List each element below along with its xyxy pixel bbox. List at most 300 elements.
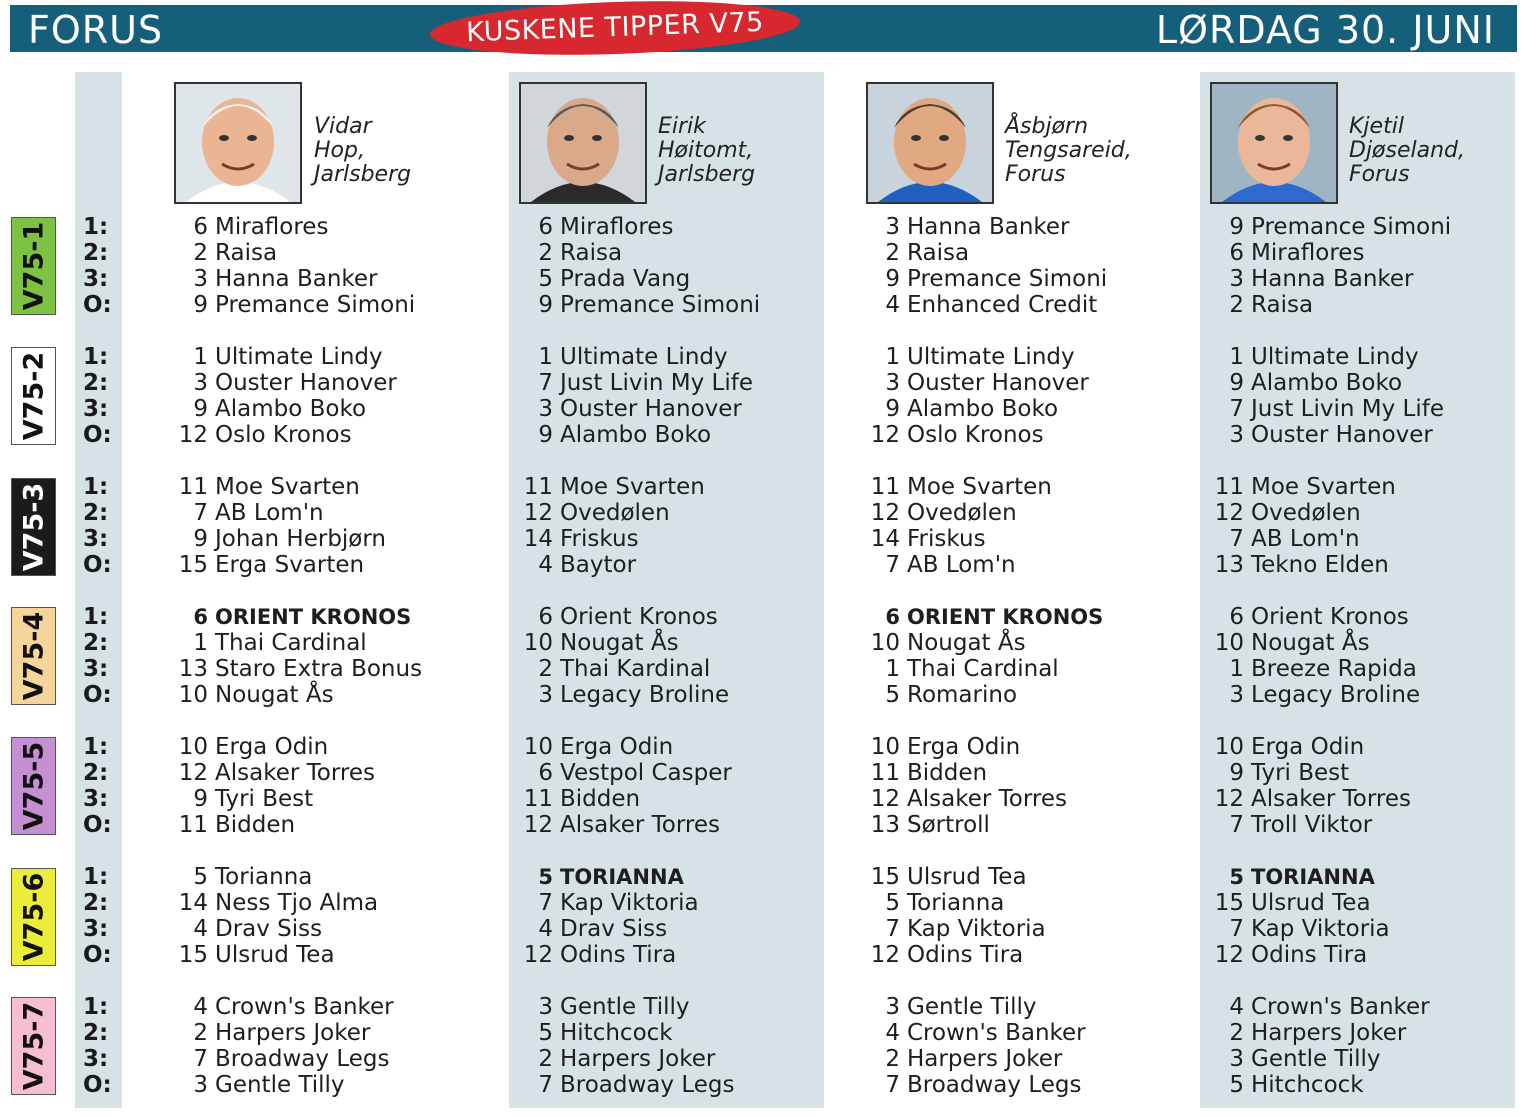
- start-number: 15: [178, 552, 208, 578]
- position-label: 3:: [83, 526, 109, 552]
- horse-name: Alambo Boko: [907, 396, 1059, 422]
- position-label: 1:: [83, 214, 109, 240]
- position-label: 3:: [83, 916, 109, 942]
- horse-name: Ultimate Lindy: [215, 344, 383, 370]
- horse-name: Thai Cardinal: [215, 630, 367, 656]
- pick-entry: [866, 656, 1059, 682]
- start-number: 1: [193, 344, 208, 370]
- position-label: 1:: [83, 994, 109, 1020]
- start-number: 13: [870, 812, 900, 838]
- horse-name: Ulsrud Tea: [907, 864, 1027, 890]
- start-number: 9: [193, 292, 208, 318]
- driver-photo-4: [1210, 82, 1338, 204]
- horse-name: Miraflores: [560, 214, 674, 240]
- pick-entry: [174, 474, 360, 500]
- horse-name: Crown's Banker: [907, 1020, 1086, 1046]
- horse-name: Torianna: [215, 864, 313, 890]
- start-number: 15: [1214, 890, 1244, 916]
- horse-name: Nougat Ås: [560, 630, 679, 656]
- start-number: 7: [885, 1072, 900, 1098]
- position-label: 2:: [83, 500, 109, 526]
- pick-entry: [519, 630, 679, 656]
- start-number: 3: [885, 370, 900, 396]
- start-number: 2: [885, 1046, 900, 1072]
- horse-name: Moe Svarten: [560, 474, 705, 500]
- horse-name: Nougat Ås: [215, 682, 334, 708]
- horse-name: Bidden: [560, 786, 641, 812]
- start-number: 9: [885, 396, 900, 422]
- pick-entry: [866, 474, 1052, 500]
- pick-entry: [1210, 240, 1364, 266]
- pick-entry: [519, 500, 670, 526]
- pick-entry: [1210, 734, 1364, 760]
- horse-name: Ulsrud Tea: [215, 942, 335, 968]
- position-label: 1:: [83, 734, 109, 760]
- pick-entry: [866, 942, 1023, 968]
- pick-entry: [174, 526, 386, 552]
- pick-entry: [519, 760, 732, 786]
- race-tag-label: V75-7: [18, 1001, 49, 1091]
- start-number: 2: [538, 656, 553, 682]
- start-number: 3: [193, 370, 208, 396]
- horse-name: Alsaker Torres: [560, 812, 720, 838]
- horse-name: Friskus: [907, 526, 986, 552]
- pick-entry: [1210, 552, 1389, 578]
- horse-name: Hitchcock: [1251, 1072, 1364, 1098]
- horse-name: Alambo Boko: [560, 422, 712, 448]
- horse-name: Alsaker Torres: [215, 760, 375, 786]
- start-number: 10: [870, 734, 900, 760]
- horse-name: AB Lom'n: [1251, 526, 1360, 552]
- horse-name: Erga Odin: [1251, 734, 1365, 760]
- start-number: 7: [538, 890, 553, 916]
- horse-name: Tyri Best: [215, 786, 314, 812]
- start-number: 2: [885, 240, 900, 266]
- race-tag-label: V75-3: [18, 482, 49, 572]
- horse-name: Miraflores: [1251, 240, 1365, 266]
- horse-name: Ouster Hanover: [560, 396, 742, 422]
- pick-entry: [174, 786, 313, 812]
- horse-name: Nougat Ås: [907, 630, 1026, 656]
- pick-entry: [866, 994, 1037, 1020]
- horse-name: Gentle Tilly: [1251, 1046, 1381, 1072]
- horse-name: Erga Odin: [215, 734, 329, 760]
- horse-name: AB Lom'n: [215, 500, 324, 526]
- horse-name: Orient Kronos: [1251, 604, 1409, 630]
- start-number: 10: [523, 734, 553, 760]
- pick-entry: [1210, 864, 1375, 890]
- start-number: 1: [1229, 656, 1244, 682]
- pick-entry: [174, 1020, 370, 1046]
- start-number: 2: [1229, 1020, 1244, 1046]
- start-number: 4: [885, 292, 900, 318]
- horse-name: Premance Simoni: [560, 292, 761, 318]
- start-number: 15: [178, 942, 208, 968]
- pick-entry: [174, 864, 312, 890]
- start-number: 11: [1214, 474, 1244, 500]
- position-label: 3:: [83, 786, 109, 812]
- start-number: 5: [538, 865, 553, 889]
- pick-entry: [866, 526, 986, 552]
- pick-entry: [519, 526, 639, 552]
- start-number: 12: [870, 500, 900, 526]
- start-number: 7: [885, 916, 900, 942]
- horse-name: Thai Cardinal: [907, 656, 1059, 682]
- horse-name: Broadway Legs: [560, 1072, 735, 1098]
- position-label: 3:: [83, 396, 109, 422]
- start-number: 12: [178, 760, 208, 786]
- start-number: 7: [193, 1046, 208, 1072]
- horse-name: Legacy Broline: [560, 682, 730, 708]
- pick-entry: [519, 370, 753, 396]
- position-label: O:: [83, 552, 112, 578]
- start-number: 1: [193, 630, 208, 656]
- horse-name: Oslo Kronos: [907, 422, 1044, 448]
- pick-entry: [866, 292, 1097, 318]
- horse-name: Bidden: [215, 812, 296, 838]
- start-number: 11: [523, 474, 553, 500]
- start-number: 5: [193, 864, 208, 890]
- start-number: 4: [538, 552, 553, 578]
- start-number: 13: [1214, 552, 1244, 578]
- race-tag-3: [11, 478, 56, 576]
- pick-entry: [174, 604, 411, 630]
- start-number: 6: [885, 605, 900, 629]
- horse-name: Kap Viktoria: [1251, 916, 1390, 942]
- pick-entry: [1210, 292, 1313, 318]
- pick-entry: [519, 422, 711, 448]
- date-title: LØRDAG 30. JUNI: [1155, 8, 1495, 52]
- start-number: 6: [1229, 604, 1244, 630]
- race-tag-7: [11, 997, 56, 1095]
- position-label: 2:: [83, 370, 109, 396]
- start-number: 12: [1214, 942, 1244, 968]
- pick-entry: [866, 734, 1020, 760]
- pick-entry: [1210, 526, 1360, 552]
- pick-entry: [1210, 760, 1349, 786]
- race-tag-6: [11, 868, 56, 966]
- start-number: 9: [1229, 760, 1244, 786]
- pick-entry: [866, 916, 1046, 942]
- pick-entry: [1210, 396, 1444, 422]
- position-label: 2:: [83, 890, 109, 916]
- horse-name: Staro Extra Bonus: [215, 656, 423, 682]
- start-number: 11: [870, 474, 900, 500]
- start-number: 3: [193, 266, 208, 292]
- horse-name: Just Livin My Life: [560, 370, 753, 396]
- start-number: 2: [193, 1020, 208, 1046]
- start-number: 4: [885, 1020, 900, 1046]
- start-number: 4: [193, 916, 208, 942]
- pick-entry: [174, 682, 334, 708]
- start-number: 9: [538, 292, 553, 318]
- pick-entry: [519, 266, 690, 292]
- pick-entry: [519, 734, 673, 760]
- start-number: 11: [870, 760, 900, 786]
- start-number: 9: [193, 396, 208, 422]
- pick-entry: [1210, 500, 1361, 526]
- pick-entry: [519, 1020, 673, 1046]
- pick-entry: [519, 604, 718, 630]
- pick-entry: [1210, 214, 1451, 240]
- horse-name: Hanna Banker: [1251, 266, 1414, 292]
- horse-name: Raisa: [560, 240, 623, 266]
- horse-name: Premance Simoni: [1251, 214, 1452, 240]
- start-number: 3: [538, 396, 553, 422]
- horse-name: Moe Svarten: [215, 474, 360, 500]
- horse-name: Sørtroll: [907, 812, 990, 838]
- horse-name: Ultimate Lindy: [560, 344, 728, 370]
- pick-entry: [174, 396, 366, 422]
- start-number: 12: [1214, 500, 1244, 526]
- start-number: 6: [538, 760, 553, 786]
- horse-name: Drav Siss: [215, 916, 323, 942]
- race-tag-4: [11, 607, 56, 705]
- start-number: 5: [1229, 1072, 1244, 1098]
- start-number: 10: [1214, 630, 1244, 656]
- pick-entry: [1210, 266, 1414, 292]
- horse-name: Gentle Tilly: [560, 994, 690, 1020]
- horse-name: Erga Svarten: [215, 552, 365, 578]
- pick-entry: [1210, 786, 1411, 812]
- start-number: 11: [523, 786, 553, 812]
- start-number: 10: [870, 630, 900, 656]
- start-number: 12: [523, 500, 553, 526]
- pick-entry: [866, 1072, 1081, 1098]
- driver-name-3: Åsbjørn Tengsareid, Forus: [1005, 114, 1132, 187]
- pick-entry: [174, 812, 295, 838]
- start-number: 7: [1229, 396, 1244, 422]
- pick-entry: [1210, 656, 1417, 682]
- pick-entry: [866, 214, 1070, 240]
- pick-entry: [519, 214, 673, 240]
- horse-name: Ouster Hanover: [215, 370, 397, 396]
- pick-entry: [1210, 474, 1396, 500]
- pick-entry: [866, 890, 1004, 916]
- horse-name: Prada Vang: [560, 266, 691, 292]
- position-label: 3:: [83, 266, 109, 292]
- horse-name: Tekno Elden: [1251, 552, 1389, 578]
- horse-name: Harpers Joker: [560, 1046, 716, 1072]
- pick-entry: [519, 474, 705, 500]
- position-label: 1:: [83, 864, 109, 890]
- pick-entry: [866, 344, 1075, 370]
- start-number: 12: [870, 786, 900, 812]
- pick-entry: [519, 552, 636, 578]
- horse-name: Ovedølen: [560, 500, 670, 526]
- pick-entry: [1210, 916, 1390, 942]
- start-number: 3: [885, 214, 900, 240]
- pick-entry: [174, 916, 322, 942]
- start-number: 12: [523, 812, 553, 838]
- position-label: O:: [83, 812, 112, 838]
- position-label: O:: [83, 1072, 112, 1098]
- position-label: 1:: [83, 604, 109, 630]
- start-number: 14: [870, 526, 900, 552]
- race-tag-label: V75-4: [18, 611, 49, 701]
- start-number: 7: [538, 370, 553, 396]
- start-number: 9: [1229, 214, 1244, 240]
- start-number: 10: [178, 682, 208, 708]
- start-number: 7: [1229, 526, 1244, 552]
- start-number: 3: [1229, 1046, 1244, 1072]
- pick-entry: [866, 812, 990, 838]
- pick-entry: [866, 500, 1017, 526]
- start-number: 7: [538, 1072, 553, 1098]
- pick-entry: [174, 266, 378, 292]
- horse-name: Moe Svarten: [907, 474, 1052, 500]
- horse-name: Ultimate Lindy: [1251, 344, 1419, 370]
- start-number: 12: [870, 942, 900, 968]
- pick-entry: [1210, 812, 1372, 838]
- horse-name: Troll Viktor: [1251, 812, 1373, 838]
- horse-name: Baytor: [560, 552, 637, 578]
- pick-entry: [1210, 1072, 1364, 1098]
- start-number: 7: [1229, 916, 1244, 942]
- horse-name: Gentle Tilly: [907, 994, 1037, 1020]
- position-label: O:: [83, 682, 112, 708]
- pick-entry: [519, 890, 699, 916]
- pick-entry: [1210, 630, 1370, 656]
- horse-name: Raisa: [907, 240, 970, 266]
- pick-entry: [866, 1046, 1062, 1072]
- pick-entry: [1210, 604, 1409, 630]
- horse-name: Ovedølen: [907, 500, 1017, 526]
- start-number: 2: [193, 240, 208, 266]
- position-label: O:: [83, 292, 112, 318]
- driver-photo-2: [519, 82, 647, 204]
- pick-entry: [866, 266, 1107, 292]
- start-number: 7: [885, 552, 900, 578]
- start-number: 1: [885, 344, 900, 370]
- oval-title: KUSKENE TIPPER V75: [465, 6, 765, 49]
- start-number: 6: [193, 605, 208, 629]
- position-label: 2:: [83, 1020, 109, 1046]
- pick-entry: [519, 1046, 715, 1072]
- pick-entry: [866, 1020, 1086, 1046]
- venue-title: FORUS: [28, 8, 164, 52]
- start-number: 12: [178, 422, 208, 448]
- horse-name: Alambo Boko: [215, 396, 367, 422]
- pick-entry: [174, 292, 415, 318]
- pick-entry: [866, 760, 987, 786]
- start-number: 2: [538, 1046, 553, 1072]
- pick-entry: [1210, 344, 1419, 370]
- pick-entry: [519, 396, 742, 422]
- start-number: 4: [193, 994, 208, 1020]
- horse-name: TORIANNA: [560, 865, 684, 889]
- start-number: 3: [538, 682, 553, 708]
- pick-entry: [866, 240, 969, 266]
- pick-entry: [519, 864, 684, 890]
- position-label: 3:: [83, 656, 109, 682]
- pick-entry: [174, 344, 383, 370]
- start-number: 4: [538, 916, 553, 942]
- start-number: 5: [885, 890, 900, 916]
- pick-entry: [174, 500, 324, 526]
- horse-name: Premance Simoni: [907, 266, 1108, 292]
- pick-entry: [174, 370, 397, 396]
- horse-name: Ovedølen: [1251, 500, 1361, 526]
- start-number: 9: [193, 786, 208, 812]
- pick-entry: [519, 682, 729, 708]
- horse-name: Crown's Banker: [215, 994, 394, 1020]
- pick-entry: [1210, 422, 1433, 448]
- pick-entry: [174, 890, 378, 916]
- horse-name: Enhanced Credit: [907, 292, 1098, 318]
- start-number: 11: [178, 474, 208, 500]
- start-number: 12: [523, 942, 553, 968]
- start-number: 6: [538, 604, 553, 630]
- horse-name: Thai Kardinal: [560, 656, 711, 682]
- horse-name: Ness Tjo Alma: [215, 890, 379, 916]
- horse-name: Legacy Broline: [1251, 682, 1421, 708]
- pick-entry: [866, 396, 1058, 422]
- pick-entry: [519, 344, 728, 370]
- horse-name: Raisa: [1251, 292, 1314, 318]
- pick-entry: [1210, 682, 1420, 708]
- pick-entry: [1210, 994, 1430, 1020]
- race-tag-1: [11, 217, 56, 315]
- horse-name: Harpers Joker: [215, 1020, 371, 1046]
- horse-name: TORIANNA: [1251, 865, 1375, 889]
- start-number: 3: [1229, 682, 1244, 708]
- start-number: 14: [178, 890, 208, 916]
- horse-name: Drav Siss: [560, 916, 668, 942]
- start-number: 6: [1229, 240, 1244, 266]
- race-tag-label: V75-5: [18, 741, 49, 831]
- pick-entry: [174, 240, 277, 266]
- start-number: 1: [885, 656, 900, 682]
- horse-name: Broadway Legs: [215, 1046, 390, 1072]
- horse-name: Just Livin My Life: [1251, 396, 1444, 422]
- position-label: 1:: [83, 474, 109, 500]
- horse-name: Ouster Hanover: [1251, 422, 1433, 448]
- horse-name: Erga Odin: [907, 734, 1021, 760]
- start-number: 6: [538, 214, 553, 240]
- start-number: 10: [523, 630, 553, 656]
- pick-entry: [174, 656, 422, 682]
- pick-entry: [519, 916, 667, 942]
- start-number: 7: [1229, 812, 1244, 838]
- pick-entry: [174, 1072, 345, 1098]
- pick-entry: [174, 422, 352, 448]
- start-number: 10: [178, 734, 208, 760]
- horse-name: Raisa: [215, 240, 278, 266]
- horse-name: Crown's Banker: [1251, 994, 1430, 1020]
- start-number: 3: [538, 994, 553, 1020]
- pick-entry: [519, 942, 676, 968]
- start-number: 15: [870, 864, 900, 890]
- start-number: 12: [1214, 786, 1244, 812]
- pick-entry: [1210, 370, 1402, 396]
- driver-name-2: Eirik Høitomt, Jarlsberg: [658, 114, 756, 187]
- horse-name: Hanna Banker: [907, 214, 1070, 240]
- pick-entry: [1210, 1046, 1381, 1072]
- pick-entry: [519, 812, 720, 838]
- start-number: 12: [870, 422, 900, 448]
- position-label: 2:: [83, 760, 109, 786]
- horse-name: Harpers Joker: [907, 1046, 1063, 1072]
- horse-name: Broadway Legs: [907, 1072, 1082, 1098]
- horse-name: Odins Tira: [560, 942, 677, 968]
- horse-name: Ulsrud Tea: [1251, 890, 1371, 916]
- horse-name: Erga Odin: [560, 734, 674, 760]
- start-number: 3: [1229, 422, 1244, 448]
- start-number: 5: [538, 1020, 553, 1046]
- driver-name-4: Kjetil Djøseland, Forus: [1349, 114, 1466, 187]
- pick-entry: [866, 786, 1067, 812]
